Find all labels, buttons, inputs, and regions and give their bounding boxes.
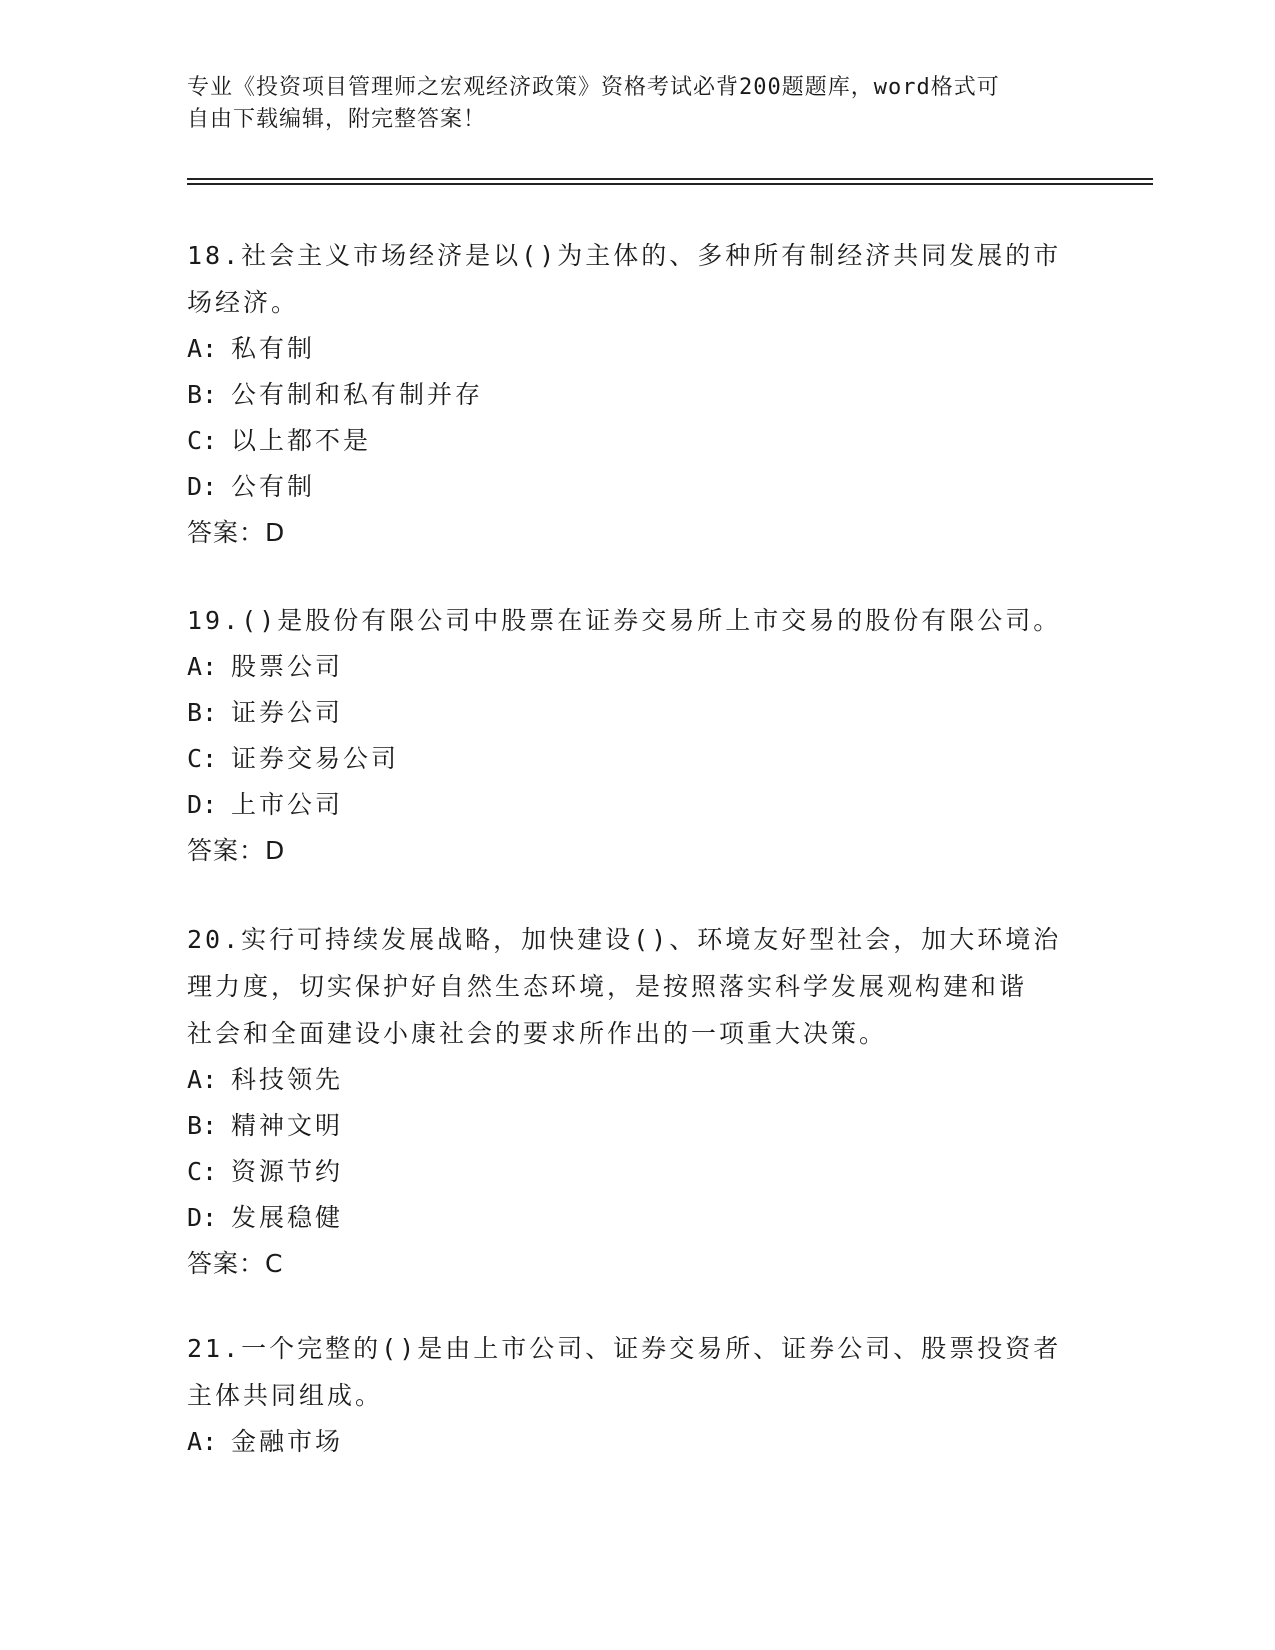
option-letter: B:	[187, 1111, 218, 1140]
option-c	[187, 736, 1087, 782]
option-letter: C:	[187, 744, 218, 773]
question-stem-line: 社会和全面建设小康社会的要求所作出的一项重大决策。	[187, 1019, 888, 1048]
option-letter: B:	[187, 380, 218, 409]
option-a	[187, 1419, 1087, 1465]
option-b	[187, 1103, 1087, 1149]
option-a	[187, 644, 1087, 690]
option-a	[187, 1057, 1087, 1103]
option-letter: C:	[187, 426, 218, 455]
answer-line: 答案：D	[187, 836, 286, 865]
question-stem-line: 18.社会主义市场经济是以()为主体的、多种所有制经济共同发展的市	[187, 241, 1062, 270]
question-stem	[187, 916, 1087, 1057]
option-letter: D:	[187, 1203, 218, 1232]
option-text: 精神文明	[231, 1111, 344, 1140]
question-19	[187, 597, 1087, 874]
option-text: 股票公司	[231, 652, 344, 681]
option-d	[187, 464, 1087, 510]
option-text: 科技领先	[231, 1065, 344, 1094]
option-letter: D:	[187, 472, 218, 501]
question-stem-line: 理力度，切实保护好自然生态环境，是按照落实科学发展观构建和谐	[187, 972, 1028, 1001]
question-stem-line: 场经济。	[187, 288, 300, 317]
header-line-1: 专业《投资项目管理师之宏观经济政策》资格考试必背200题题库，word格式可	[187, 75, 1000, 100]
option-b	[187, 372, 1087, 418]
option-letter: A:	[187, 1065, 218, 1094]
question-stem	[187, 232, 1087, 326]
option-letter: B:	[187, 698, 218, 727]
header-divider-top	[187, 178, 1153, 180]
option-letter: D:	[187, 790, 218, 819]
question-stem-line: 21.一个完整的()是由上市公司、证券交易所、证券公司、股票投资者	[187, 1334, 1062, 1363]
option-text: 公有制和私有制并存	[231, 380, 484, 409]
option-a	[187, 326, 1087, 372]
answer-line: 答案：C	[187, 1249, 284, 1278]
header-line-2: 自由下载编辑，附完整答案！	[187, 107, 487, 132]
option-text: 资源节约	[231, 1157, 344, 1186]
header-divider-bottom	[187, 183, 1153, 185]
document-header	[187, 72, 1087, 136]
option-letter: A:	[187, 1427, 218, 1456]
option-letter: A:	[187, 334, 218, 363]
question-21	[187, 1325, 1087, 1465]
answer-line: 答案：D	[187, 518, 286, 547]
option-b	[187, 690, 1087, 736]
question-stem	[187, 1325, 1087, 1419]
option-c	[187, 1149, 1087, 1195]
option-text: 上市公司	[231, 790, 344, 819]
option-text: 金融市场	[231, 1427, 344, 1456]
option-text: 发展稳健	[231, 1203, 344, 1232]
option-letter: C:	[187, 1157, 218, 1186]
option-text: 以上都不是	[231, 426, 372, 455]
question-stem-line: 主体共同组成。	[187, 1381, 384, 1410]
question-stem	[187, 597, 1087, 644]
option-text: 证券公司	[231, 698, 344, 727]
question-20	[187, 916, 1087, 1287]
question-stem-line: 20.实行可持续发展战略，加快建设()、环境友好型社会，加大环境治	[187, 925, 1062, 954]
option-text: 证券交易公司	[231, 744, 400, 773]
option-text: 私有制	[231, 334, 316, 363]
question-18	[187, 232, 1087, 556]
option-text: 公有制	[231, 472, 316, 501]
option-d	[187, 1195, 1087, 1241]
option-c	[187, 418, 1087, 464]
option-letter: A:	[187, 652, 218, 681]
question-stem-line: 19.()是股份有限公司中股票在证券交易所上市交易的股份有限公司。	[187, 606, 1062, 635]
option-d	[187, 782, 1087, 828]
